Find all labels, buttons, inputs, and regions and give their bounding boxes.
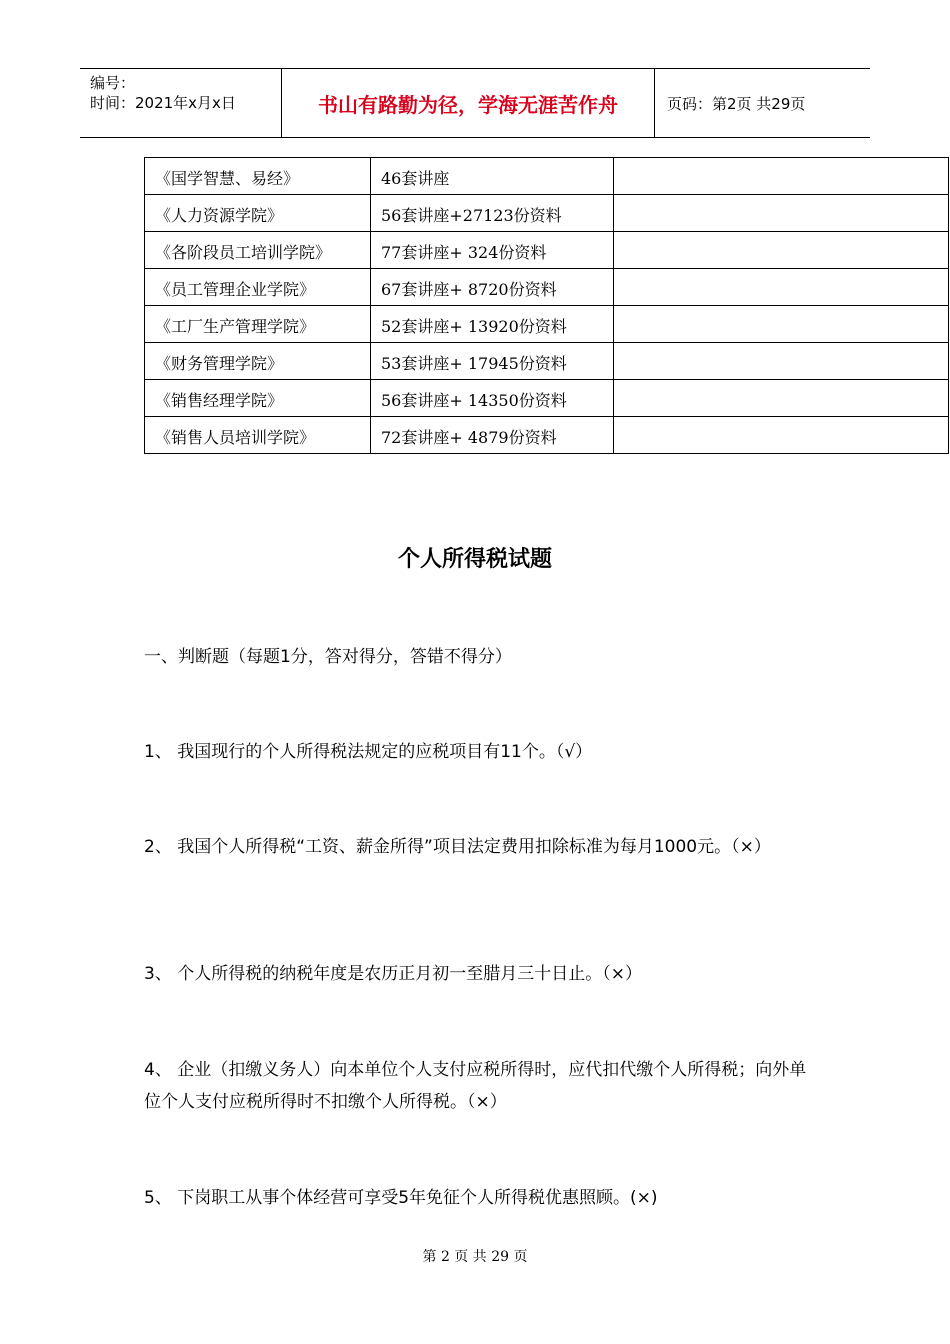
course-content: 56套讲座+27123份资料	[371, 195, 614, 232]
section-heading: 一、判断题（每题1分，答对得分，答错不得分）	[144, 647, 512, 667]
table-row	[145, 232, 949, 269]
course-content: 72套讲座+ 4879份资料	[371, 417, 614, 454]
course-table	[144, 157, 949, 454]
course-note	[614, 380, 949, 417]
table-row	[145, 343, 949, 380]
table-row	[145, 380, 949, 417]
table-row	[145, 306, 949, 343]
course-note	[614, 343, 949, 380]
course-content: 77套讲座+ 324份资料	[371, 232, 614, 269]
header-meta	[80, 69, 282, 137]
course-note	[614, 232, 949, 269]
course-content: 52套讲座+ 13920份资料	[371, 306, 614, 343]
question-item: 5、 下岗职工从事个体经营可享受5年免征个人所得税优惠照顾。(×)	[144, 1188, 658, 1208]
course-name: 《销售人员培训学院》	[145, 417, 371, 454]
course-name: 《员工管理企业学院》	[145, 269, 371, 306]
course-name: 《销售经理学院》	[145, 380, 371, 417]
course-note	[614, 269, 949, 306]
time-label: 时间：2021年x月x日	[90, 94, 236, 112]
course-name: 《财务管理学院》	[145, 343, 371, 380]
table-row	[145, 195, 949, 232]
course-content: 46套讲座	[371, 158, 614, 195]
question-item: 4、 企业（扣缴义务人）向本单位个人支付应税所得时，应代扣代缴个人所得税；向外单位个人支付应税所得时不扣缴个人所得税。（×）	[144, 1060, 807, 1112]
course-name: 《各阶段员工培训学院》	[145, 232, 371, 269]
course-name: 《人力资源学院》	[145, 195, 371, 232]
course-note	[614, 306, 949, 343]
question-item: 1、 我国现行的个人所得税法规定的应税项目有11个。（√）	[144, 742, 593, 762]
table-row	[145, 158, 949, 195]
course-content: 67套讲座+ 8720份资料	[371, 269, 614, 306]
question-item: 2、 我国个人所得税“工资、薪金所得”项目法定费用扣除标准为每月1000元。（×）	[144, 837, 771, 857]
page-header	[80, 68, 870, 138]
course-content: 53套讲座+ 17945份资料	[371, 343, 614, 380]
course-name: 《国学智慧、易经》	[145, 158, 371, 195]
course-note	[614, 158, 949, 195]
table-row	[145, 417, 949, 454]
table-row	[145, 269, 949, 306]
page-footer: 第 2 页 共 29 页	[422, 1249, 528, 1265]
course-note	[614, 195, 949, 232]
header-page-info: 页码：第2页 共29页	[667, 94, 806, 113]
course-content: 56套讲座+ 14350份资料	[371, 380, 614, 417]
header-motto: 书山有路勤为径，学海无涯苦作舟	[282, 69, 655, 137]
course-note	[614, 417, 949, 454]
course-name: 《工厂生产管理学院》	[145, 306, 371, 343]
question-item: 3、 个人所得税的纳税年度是农历正月初一至腊月三十日止。（×）	[144, 964, 642, 984]
number-label: 编号：	[90, 74, 136, 92]
document-title: 个人所得税试题	[397, 547, 552, 572]
